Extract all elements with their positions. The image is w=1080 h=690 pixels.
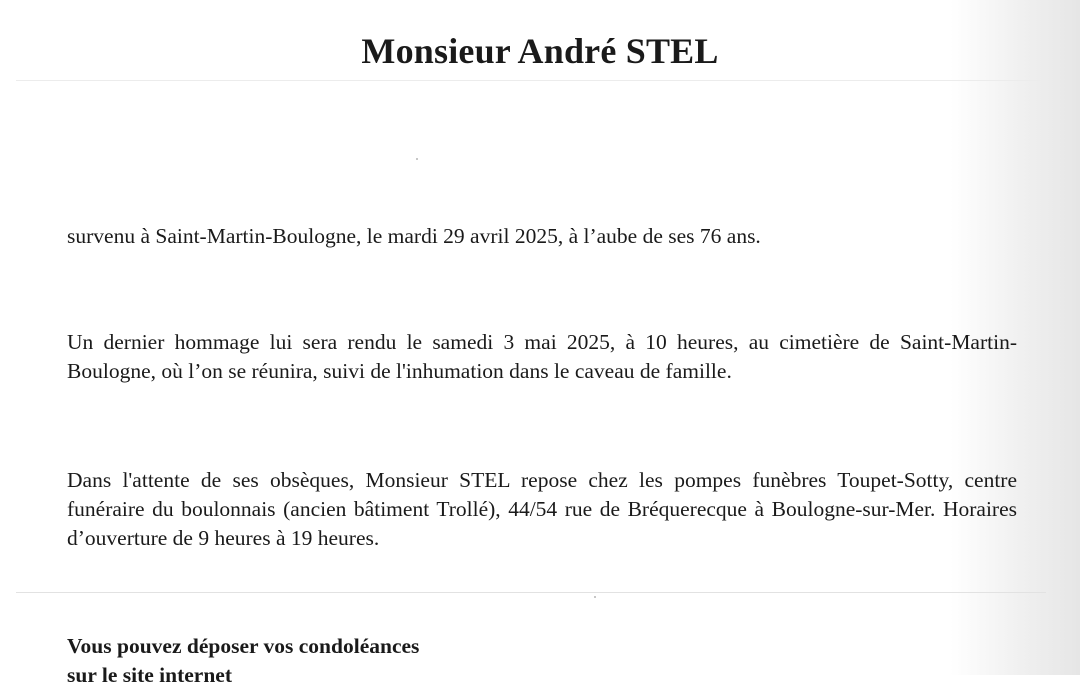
- fold-line-top: [16, 80, 1046, 81]
- tribute-paragraph: Un dernier hommage lui sera rendu le samedi 3 mai 2025, à 10 heures, au cimetière de Saint-Martin-Boulogne, où l’on se réunira, suivi de l'inhumation dans le caveau de famille.: [67, 330, 1017, 383]
- condolences-line-1: Vous pouvez déposer vos condoléances: [67, 634, 420, 658]
- page-title: Monsieur André STEL: [361, 31, 719, 71]
- condolences-note: [67, 632, 419, 690]
- scan-speck: [594, 596, 596, 598]
- death-notice-paragraph: survenu à Saint-Martin-Boulogne, le mardi 29 avril 2025, à l’aube de ses 76 ans.: [67, 224, 761, 248]
- fold-line-bottom: [16, 592, 1046, 593]
- funeral-home-paragraph: Dans l'attente de ses obsèques, Monsieur STEL repose chez les pompes funèbres Toupet-Sotty, centre funéraire du boulonnais (ancien bâtiment Trollé), 44/54 rue de Bréquerecque à Boulogne-sur-Mer. Horaires d’ouverture de 9 heures à 19 heures.: [67, 468, 1017, 550]
- scan-speck: [416, 158, 418, 160]
- condolences-line-2: sur le site internet: [67, 663, 232, 687]
